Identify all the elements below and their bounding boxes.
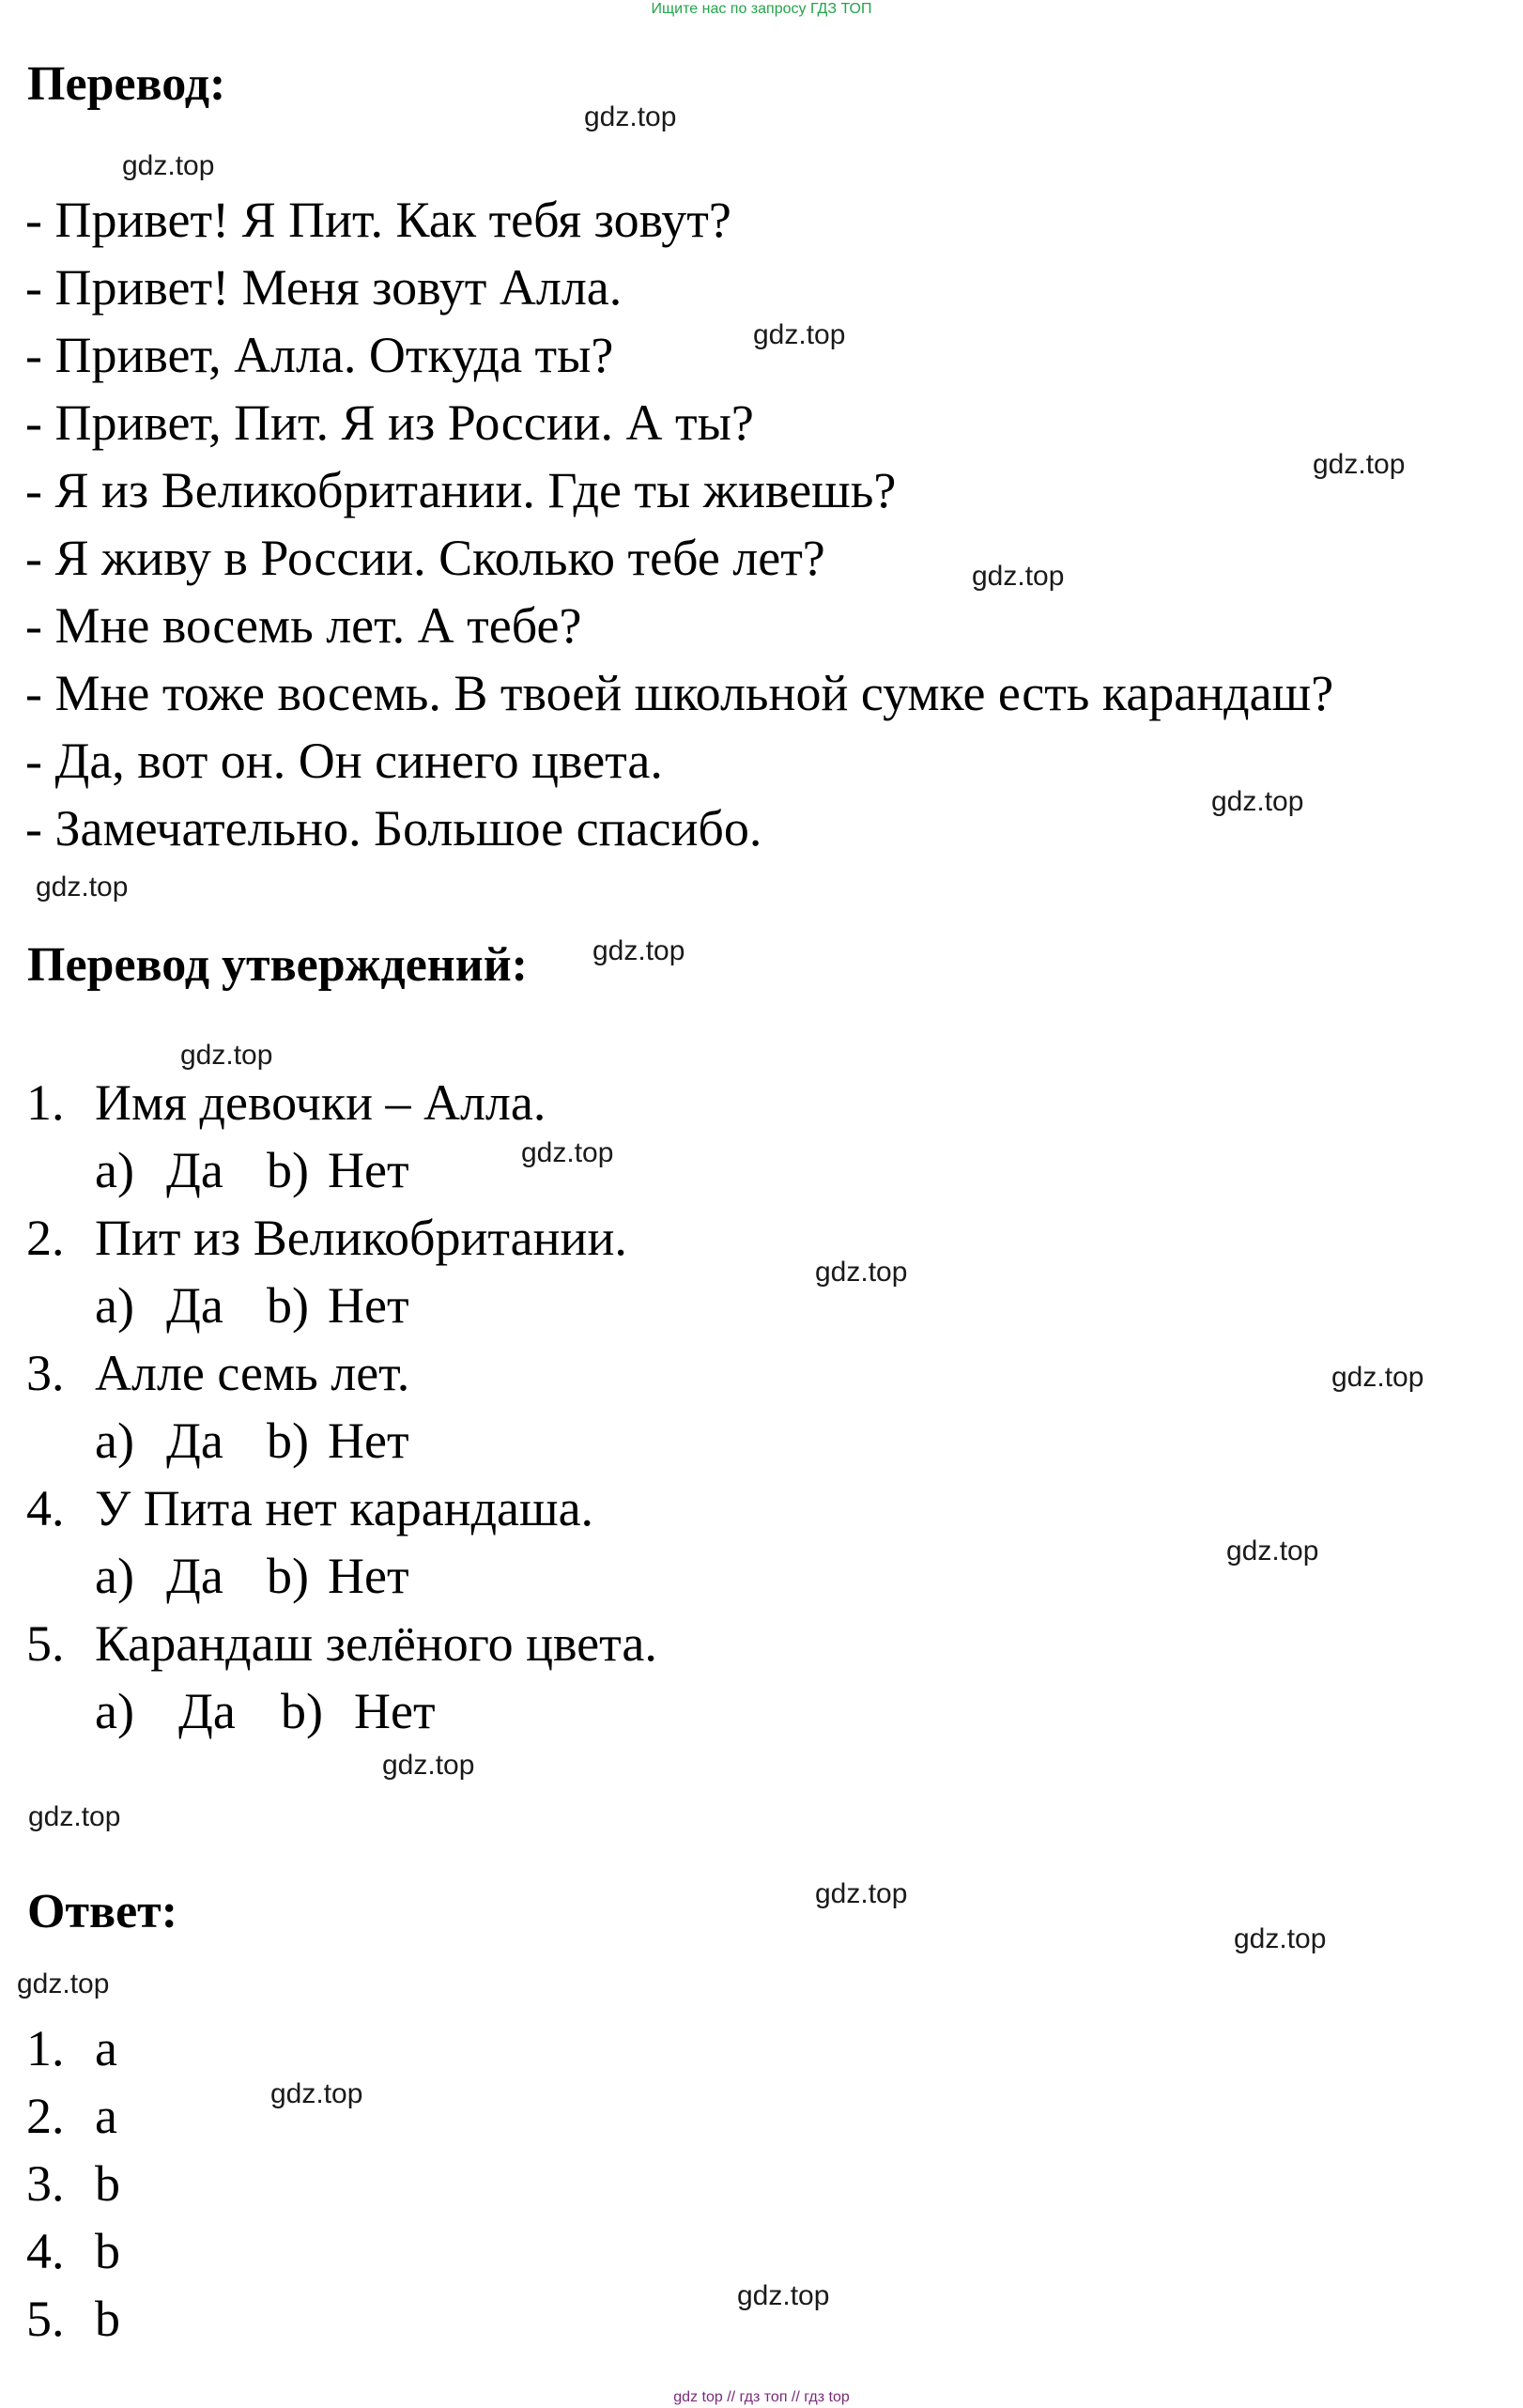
option-a-label: a) xyxy=(95,1412,134,1469)
statement-text: Карандаш зелёного цвета. xyxy=(95,1615,657,1672)
watermark: gdz.top xyxy=(28,1801,121,1832)
answer-value: b xyxy=(95,2291,120,2347)
watermark: gdz.top xyxy=(584,101,677,132)
watermark: gdz.top xyxy=(17,1968,110,1999)
answer-number: 5. xyxy=(26,2291,65,2347)
statement-number: 3. xyxy=(26,1345,65,1401)
watermark: gdz.top xyxy=(1211,786,1304,817)
option-b-text: Нет xyxy=(354,1683,436,1739)
watermark: gdz.top xyxy=(1331,1362,1424,1393)
watermark: gdz.top xyxy=(382,1750,475,1781)
watermark: gdz.top xyxy=(1226,1536,1319,1567)
watermark: gdz.top xyxy=(1234,1923,1327,1954)
statements-heading: Перевод утверждений: xyxy=(27,938,528,992)
watermark: gdz.top xyxy=(1313,449,1406,480)
dialogue-line: - Привет! Я Пит. Как тебя зовут? xyxy=(25,192,731,248)
answer-value: b xyxy=(95,2223,120,2279)
dialogue-line: - Мне тоже восемь. В твоей школьной сумке есть карандаш? xyxy=(25,665,1334,721)
statement-number: 2. xyxy=(26,1210,65,1266)
option-b-label: b) xyxy=(267,1548,309,1604)
option-a-text: Да xyxy=(166,1142,223,1198)
watermark: gdz.top xyxy=(180,1040,273,1071)
dialogue-line: - Я из Великобритании. Где ты живешь? xyxy=(25,462,897,518)
watermark: gdz.top xyxy=(122,150,215,181)
answer-number: 1. xyxy=(26,2020,65,2076)
watermark: gdz.top xyxy=(737,2280,830,2311)
option-a-label: a) xyxy=(95,1277,134,1334)
option-b-label: b) xyxy=(267,1277,309,1334)
option-a-text: Да xyxy=(166,1412,223,1469)
option-a-label: a) xyxy=(95,1142,134,1198)
option-a-text: Да xyxy=(178,1683,236,1739)
dialogue-line: - Я живу в России. Сколько тебе лет? xyxy=(25,530,825,586)
statement-number: 5. xyxy=(26,1615,65,1672)
statement-text: Имя девочки – Алла. xyxy=(95,1074,546,1131)
dialogue-line: - Привет! Меня зовут Алла. xyxy=(25,259,623,316)
option-b-label: b) xyxy=(267,1412,309,1469)
option-a-text: Да xyxy=(166,1548,223,1604)
watermark: gdz.top xyxy=(815,1257,908,1288)
option-a-text: Да xyxy=(166,1277,223,1334)
statement-text: У Пита нет карандаша. xyxy=(95,1480,594,1536)
watermark: gdz.top xyxy=(753,319,846,350)
watermark: gdz.top xyxy=(972,561,1065,592)
option-b-text: Нет xyxy=(328,1548,409,1604)
option-b-label: b) xyxy=(267,1142,309,1198)
statement-text: Пит из Великобритании. xyxy=(95,1210,627,1266)
dialogue-line: - Замечательно. Большое спасибо. xyxy=(25,800,762,857)
option-b-text: Нет xyxy=(328,1142,409,1198)
option-b-text: Нет xyxy=(328,1412,409,1469)
statement-number: 4. xyxy=(26,1480,65,1536)
answer-value: a xyxy=(95,2088,117,2144)
answer-number: 4. xyxy=(26,2223,65,2279)
option-a-label: a) xyxy=(95,1683,134,1739)
watermark: gdz.top xyxy=(36,872,129,903)
option-b-label: b) xyxy=(281,1683,323,1739)
option-a-label: a) xyxy=(95,1548,134,1604)
top-banner: Ищите нас по запросу ГДЗ ТОП xyxy=(651,1,872,17)
answer-value: b xyxy=(95,2155,120,2212)
watermark: gdz.top xyxy=(270,2078,363,2109)
dialogue-line: - Мне восемь лет. А тебе? xyxy=(25,597,582,654)
dialogue-line: - Привет, Пит. Я из России. А ты? xyxy=(25,394,754,451)
answer-number: 2. xyxy=(26,2088,65,2144)
watermark: gdz.top xyxy=(815,1878,908,1909)
answer-value: a xyxy=(95,2020,117,2076)
watermark: gdz.top xyxy=(521,1137,614,1168)
answers-heading: Ответ: xyxy=(27,1885,178,1938)
dialogue-line: - Привет, Алла. Откуда ты? xyxy=(25,327,614,383)
option-b-text: Нет xyxy=(328,1277,409,1334)
footer-links: gdz top // гдз топ // гдз top xyxy=(673,2389,850,2405)
dialogue-line: - Да, вот он. Он синего цвета. xyxy=(25,733,663,789)
statement-text: Алле семь лет. xyxy=(95,1345,410,1401)
translation-heading: Перевод: xyxy=(27,57,226,111)
answer-number: 3. xyxy=(26,2155,65,2212)
watermark: gdz.top xyxy=(592,935,685,966)
statement-number: 1. xyxy=(26,1074,65,1131)
